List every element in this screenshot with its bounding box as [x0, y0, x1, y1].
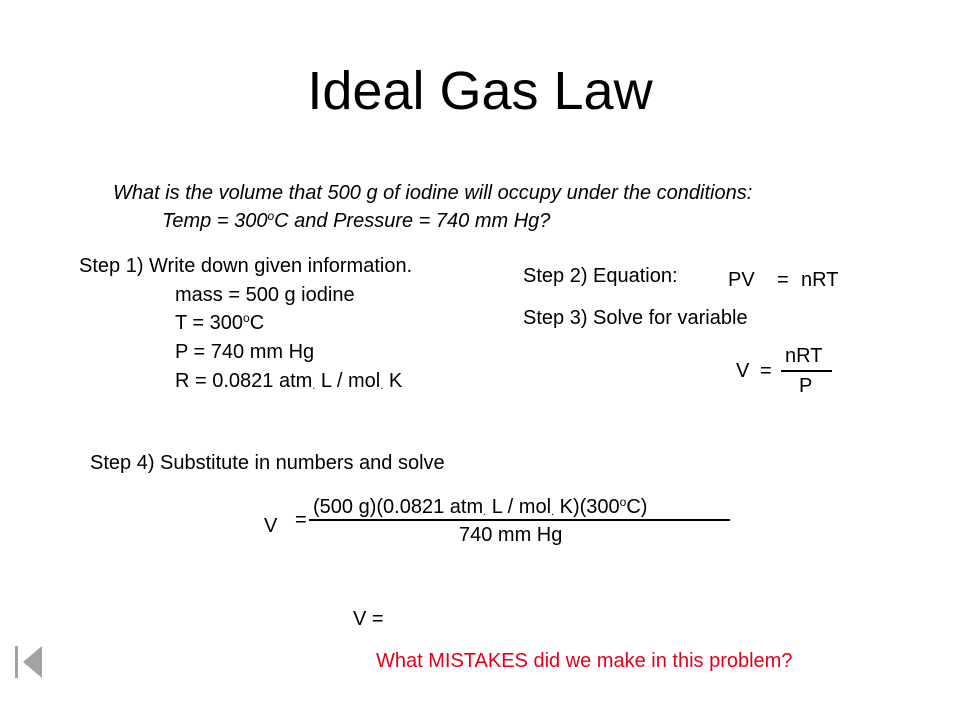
step1-pressure: P = 740 mm Hg — [175, 341, 315, 363]
question-line-2 — [162, 211, 550, 231]
equation-lhs: PV — [728, 269, 755, 291]
solved-numerator: nRT — [785, 345, 823, 367]
fraction-bar — [309, 519, 730, 521]
step1-gas-constant: R = 0.0821 atm. L / mol. K — [175, 370, 403, 392]
substitution-variable: V — [264, 515, 278, 537]
question-temp-text: Temp = 300 — [162, 210, 268, 232]
equation-rhs: nRT — [801, 269, 839, 291]
degree-symbol: o — [619, 495, 627, 509]
answer-label: V = — [353, 608, 384, 630]
substitution-equals: = — [295, 509, 307, 531]
solved-variable: V — [736, 360, 750, 382]
slide-title: Ideal Gas Law — [307, 61, 653, 121]
fraction-bar — [781, 370, 832, 372]
step1-temp: $T = 300^oC$ — [175, 311, 265, 334]
substitution-denominator: 740 mm Hg — [459, 524, 563, 546]
step4-heading: Step 4) Substitute in numbers and solve — [90, 452, 445, 474]
skip-to-start-icon[interactable] — [14, 645, 44, 679]
step1-mass: mass = 500 g iodine — [175, 284, 355, 306]
mistakes-prompt: What MISTAKES did we make in this problem? — [376, 650, 793, 672]
step2-heading: Step 2) Equation: — [523, 265, 678, 287]
degree-symbol: o — [243, 311, 250, 325]
step1-heading: Step 1) Write down given information. — [79, 255, 413, 277]
substitution-numerator: (500 g)(0.0821 atm. L / mol. K)(300$^o$C) — [313, 495, 648, 518]
step3-heading: Step 3) Solve for variable — [523, 307, 748, 329]
question-line-1: What is the volume that 500 g of iodine will occupy under the conditions: — [113, 182, 753, 204]
question-pressure-text: C and Pressure = 740 mm Hg? — [274, 210, 551, 232]
solved-equals: = — [760, 360, 772, 382]
degree-symbol: o — [267, 209, 275, 223]
equation-equals: = — [777, 269, 789, 291]
solved-denominator: P — [799, 375, 813, 397]
